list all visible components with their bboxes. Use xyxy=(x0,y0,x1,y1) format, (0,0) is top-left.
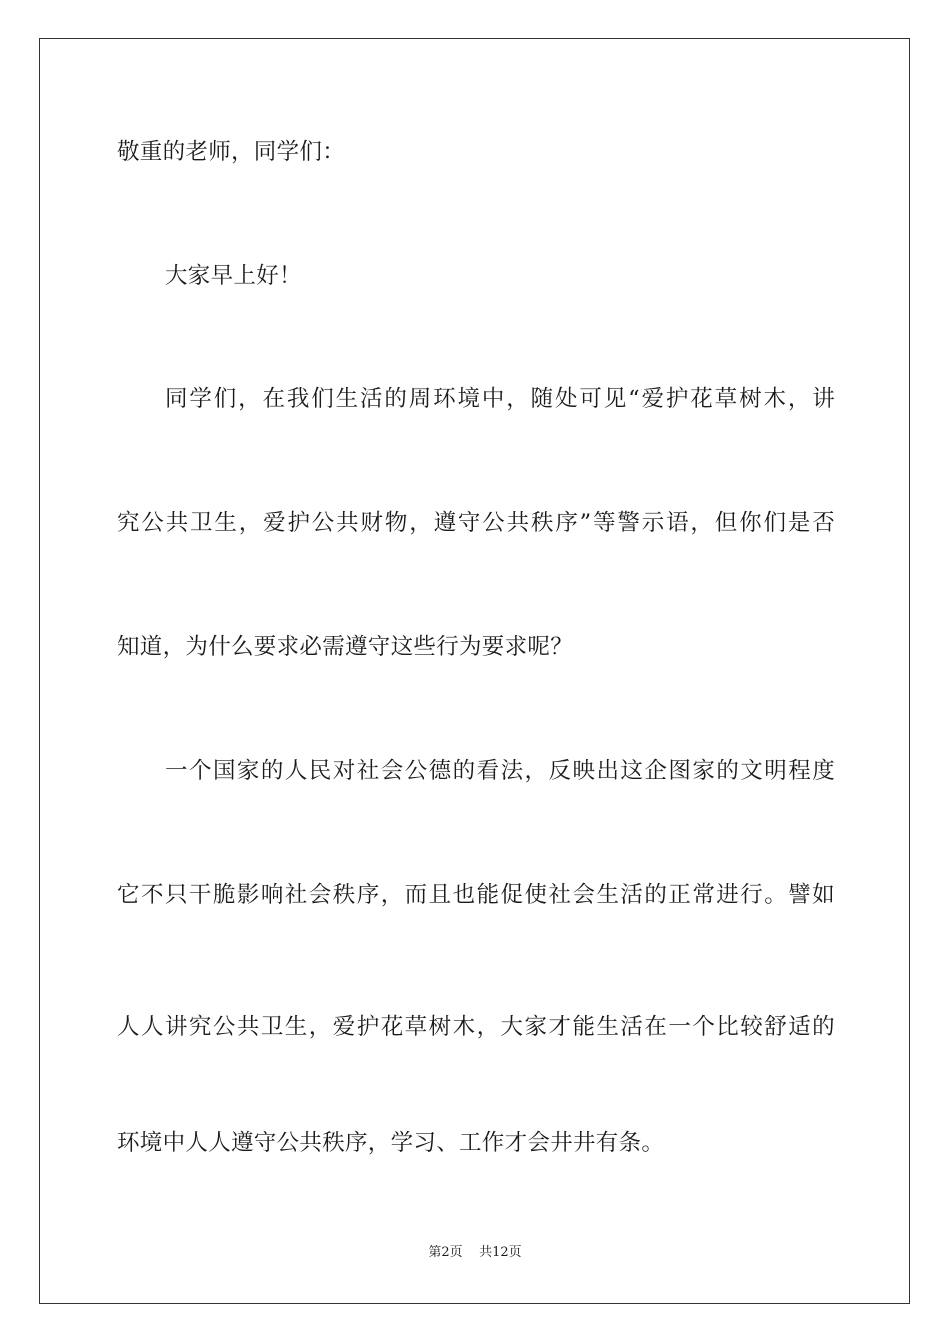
greeting-line: 大家早上好！ xyxy=(165,263,302,289)
page-number: 第2页 xyxy=(428,1245,463,1260)
paragraph-2-line-2: 它不只干脆影响社会秩序，而且也能促使社会生活的正常进行。譬如 xyxy=(117,882,835,908)
paragraph-1-line-3: 知道，为什么要求必需遵守这些行为要求呢？ xyxy=(117,634,574,660)
page-border xyxy=(39,38,910,1304)
page-total: 共12页 xyxy=(479,1245,522,1260)
salutation-line: 敬重的老师，同学们： xyxy=(117,139,346,165)
paragraph-2-line-4: 环境中人人遵守公共秩序，学习、工作才会井井有条。 xyxy=(117,1130,665,1156)
page-footer xyxy=(0,1244,950,1262)
paragraph-2-line-3: 人人讲究公共卫生，爱护花草树木，大家才能生活在一个比较舒适的 xyxy=(117,1014,835,1040)
paragraph-1-line-2: 究公共卫生，爱护公共财物，遵守公共秩序”等警示语，但你们是否 xyxy=(117,510,835,536)
paragraph-2-line-1: 一个国家的人民对社会公德的看法，反映出这企图家的文明程度 xyxy=(165,758,835,784)
paragraph-1-line-1: 同学们，在我们生活的周环境中，随处可见“爱护花草树木，讲 xyxy=(165,386,835,412)
